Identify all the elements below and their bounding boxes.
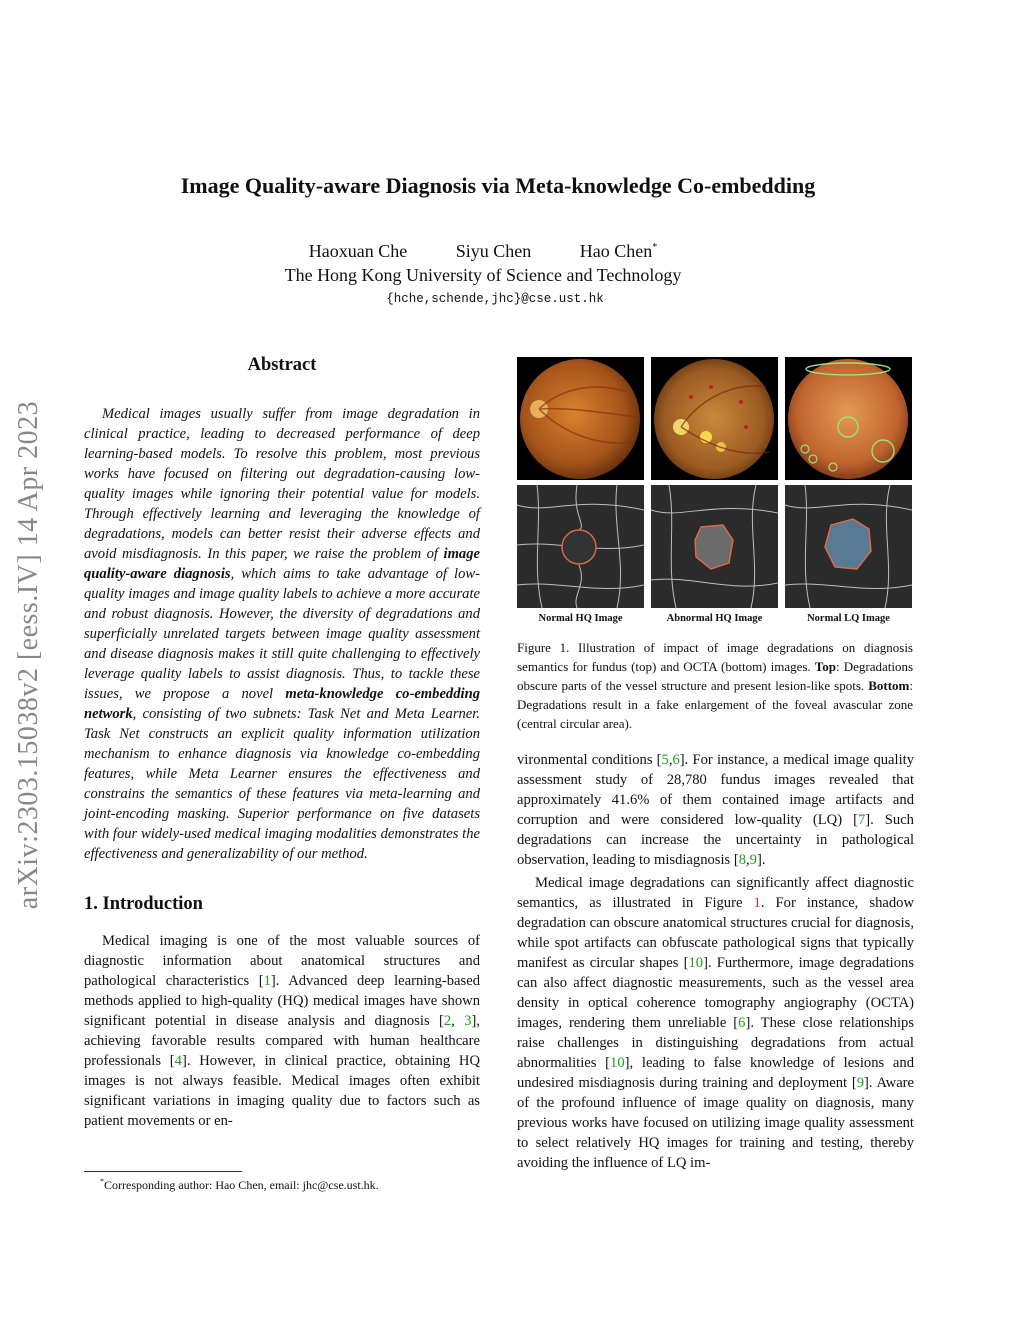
affiliation: The Hong Kong University of Science and Technology (284, 265, 682, 285)
author-name: Haoxuan Che (308, 241, 408, 261)
body-paragraph: vironmental conditions [5,6]. For instance, a medical image quality assessment study of 28,780 fundus images revealed that approximately 41.6% of them contained image artifacts and corruption and were considered low-quality (LQ) [7]. Such degradations can increase the uncertainty in pathological observation, leading to misdiagnosis [8,9]. (517, 752, 914, 868)
arxiv-identifier: arXiv:2303.15038v2 [eess.IV] 14 Apr 2023 (13, 400, 44, 910)
figure-label: Abnormal HQ Image (666, 613, 763, 624)
right-column (517, 750, 914, 1173)
octa-abnormal-hq-image (651, 485, 778, 608)
fundus-normal-lq-image (785, 357, 912, 480)
citation-link[interactable]: 5 (661, 752, 669, 768)
author-emails: {hche,schende,jhc}@cse.ust.hk (386, 292, 604, 306)
fundus-normal-hq-image (517, 357, 644, 480)
citation-link[interactable]: 9 (749, 852, 757, 868)
body-paragraph: Medical image degradations can significantly affect diagnostic semantics, as illustrated in Figure 1. For instance, shadow degradation can obscure anatomical structures crucial for diagnosis, while spot artifacts can obfuscate pathological signs that typically manifest as circular shapes [10]. Furthermore, image degradations can also affect diagnostic measurements, such as the vessel area density in optical coherence tomography angiography (OCTA) images, rendering them unreliable [6]. These close relationships raise challenges in distinguishing degradations from actual abnormalities [10], leading to false knowledge of lesions and undesired misdiagnosis during training and deployment [9]. Aware of the profound influence of image quality on diagnosis, many previous works have focused on utilizing image quality assessment to select relatively HQ images for training and testing, thereby avoiding the influence of LQ im- (517, 875, 915, 1171)
corresponding-mark: * (652, 242, 658, 253)
figure-column-labels (517, 613, 914, 629)
paper-title: Image Quality-aware Diagnosis via Meta-knowledge Co-embedding (180, 173, 816, 198)
citation-link[interactable]: 3 (464, 1013, 472, 1029)
abstract-heading: Abstract (247, 355, 317, 375)
intro-paragraph: Medical imaging is one of the most valuable sources of diagnostic information about anatomical structures and pathological characteristics [1]. Advanced deep learning-based methods applied to high-quality (HQ) medical images have shown significant potential in disease analysis and diagnosis [2, 3], achieving favorable results compared with human healthcare professionals [4]. However, in clinical practice, obtaining HQ images is not always feasible. Medical images often exhibit significant variations in imaging quality due to factors such as patient movements or en- (84, 933, 481, 1129)
citation-link[interactable]: 6 (738, 1015, 746, 1031)
octa-normal-lq-image (785, 485, 912, 608)
footnote-divider (84, 1171, 242, 1172)
section-heading-introduction: 1. Introduction (84, 894, 203, 914)
citation-link[interactable]: 9 (856, 1075, 865, 1091)
figure-label: Normal HQ Image (538, 613, 623, 624)
citation-link[interactable]: 10 (610, 1055, 625, 1071)
citation-link[interactable]: 7 (857, 812, 866, 828)
figure-1 (517, 357, 914, 629)
figure-label: Normal LQ Image (807, 613, 890, 624)
citation-link[interactable]: 4 (174, 1053, 182, 1069)
citation-link[interactable]: 1 (263, 973, 271, 989)
octa-row (517, 485, 914, 608)
author-list (0, 241, 966, 262)
citation-link[interactable]: 10 (688, 955, 704, 971)
citation-link[interactable]: 6 (672, 752, 680, 768)
figure-reference-link[interactable]: 1 (753, 895, 761, 911)
octa-normal-hq-image (517, 485, 644, 608)
abstract-text: Medical images usually suffer from image degradation in clinical practice, leading to decreased performance of deep learning-based models. To resolve this problem, most previous works have focused on filtering out degradation-causing low-quality images while ignoring their potential value for models. Through effectively learning and leveraging the knowledge of degradations, models can better resist their adverse effects and avoid misdiagnosis. In this paper, we raise the problem of image quality-aware diagnosis, which aims to take advantage of low-quality images and image quality labels to achieve a more accurate and robust diagnosis. However, the diversity of degradations and superficially unrelated targets between image quality assessment and disease diagnosis makes it still quite challenging to effectively leverage quality labels to assist diagnosis. Thus, to tackle these issues, we propose a novel meta-knowledge co-embedding network, consisting of two subnets: Task Net and Meta Learner. Task Net constructs an explicit quality information utilization mechanism to enhance diagnosis via knowledge co-embedding features, while Meta Learner ensures the effectiveness and constrains the semantics of these features via meta-learning and joint-encoding masking. Superior performance on five datasets with four widely-used medical imaging modalities demonstrates the effectiveness and generalizability of our method. (84, 406, 480, 862)
fundus-abnormal-hq-image (651, 357, 778, 480)
fundus-row (517, 357, 914, 480)
left-column (84, 355, 480, 1131)
author-name: Siyu Chen (455, 241, 532, 261)
figure-caption: Figure 1. Illustration of impact of image degradations on diagnosis semantics for fundus (top) and OCTA (bottom) images. Top: Degradations obscure parts of the vessel structure and present lesion-like spots. Bottom: Degradations result in a fake enlargement of the foveal avascular zone (central circular area). (517, 640, 914, 731)
footnote: *Corresponding author: Hao Chen, email: jhc@cse.ust.hk. (100, 1177, 379, 1192)
citation-link[interactable]: 8 (738, 852, 747, 868)
author-name: Hao Chen* (579, 241, 658, 261)
citation-link[interactable]: 2 (443, 1013, 452, 1029)
